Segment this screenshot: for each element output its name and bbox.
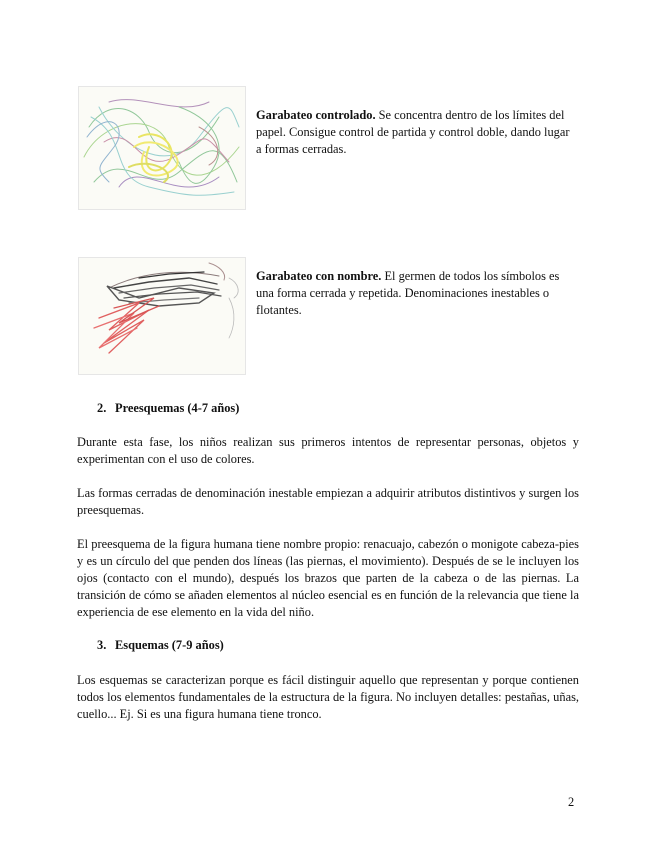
page-number: 2 bbox=[568, 795, 575, 809]
caption-text: El germen de todos los símbolos es una forma cerrada y repetida. Denominaciones inestables o flotantes. bbox=[256, 269, 560, 317]
paragraph: Durante esta fase, los niños realizan sus primeros intentos de representar personas, objetos y experimentan con el uso de colores. bbox=[77, 435, 579, 466]
section-number: 2. bbox=[97, 401, 107, 415]
section-heading-preesquemas bbox=[97, 401, 239, 416]
scribble-named-image bbox=[78, 257, 246, 375]
section-title: Preesquemas (4-7 años) bbox=[115, 401, 240, 415]
caption-text: Se concentra dentro de los límites del papel. Consigue control de partida y control doble, dando lugar a formas cerradas. bbox=[256, 108, 570, 156]
paragraph: Los esquemas se caracterizan porque es fácil distinguir aquello que representan y porque contienen todos los elementos fundamentales de la estructura de la figura. No incluyen detalles: pestañas, uñas, cuello... Ej. Si es una figura humana tiene tronco. bbox=[77, 673, 579, 721]
caption-title: Garabateo controlado. bbox=[256, 108, 376, 122]
paragraph: El preesquema de la figura humana tiene nombre propio: renacuajo, cabezón o monigote cabeza-pies y es un círculo del que penden dos líneas (las piernas, el movimiento). Después de se le incluyen los ojos (contacto con el mundo), después los brazos que parten de la cabeza o de las piernas. La transición de cómo se añaden elementos al núcleo esencial es en función de la relevancia que tiene la experiencia de ese elemento en la vida del niño. bbox=[77, 537, 579, 619]
scribble-controlled-image bbox=[78, 86, 246, 210]
figure-caption-named bbox=[256, 268, 578, 319]
section-title: Esquemas (7-9 años) bbox=[115, 638, 224, 652]
caption-title: Garabateo con nombre. bbox=[256, 269, 382, 283]
paragraph: Las formas cerradas de denominación inestable empiezan a adquirir atributos distintivos y surgen los preesquemas. bbox=[77, 486, 579, 517]
figure-caption-controlled bbox=[256, 107, 578, 158]
section-number: 3. bbox=[97, 638, 107, 652]
section-heading-esquemas bbox=[97, 638, 224, 653]
